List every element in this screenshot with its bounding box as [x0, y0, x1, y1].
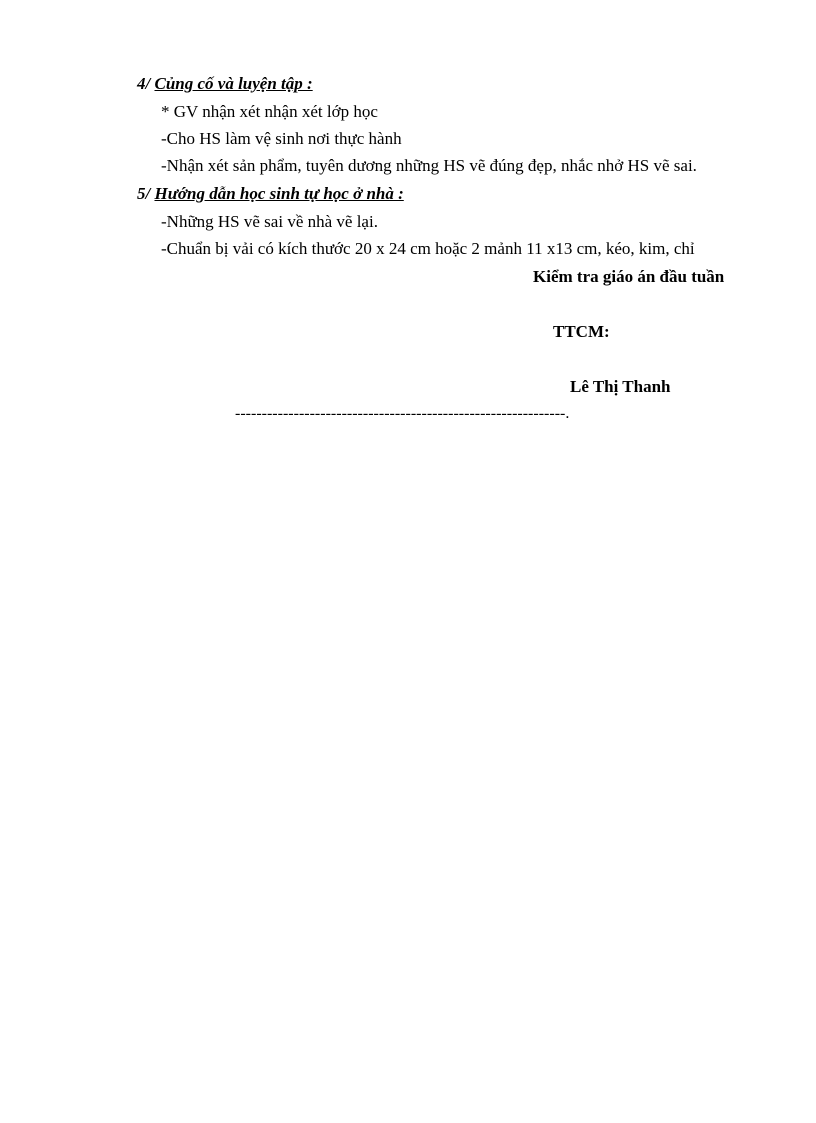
section-5-item-1: -Những HS vẽ sai về nhà vẽ lại. [161, 212, 378, 231]
signature-role: TTCM: [553, 322, 610, 341]
section-divider: --------------------------------------------------------------. [235, 405, 570, 422]
section-4-item-2: -Cho HS làm vệ sinh nơi thực hành [161, 129, 402, 148]
section-4-item-3: -Nhận xét sản phẩm, tuyên dương những HS vẽ đúng đẹp, nhắc nhở HS vẽ sai. [161, 156, 697, 175]
section-4-item-1: * GV nhận xét nhận xét lớp học [161, 102, 378, 121]
section-5-title: Hướng dẫn học sinh tự học ở nhà : [154, 184, 404, 203]
section-4-number: 4/ [137, 74, 151, 93]
check-lesson-plan-label: Kiểm tra giáo án đầu tuần [533, 267, 725, 286]
section-5-heading [137, 183, 404, 205]
section-5-item-2: -Chuẩn bị vải có kích thước 20 x 24 cm hoặc 2 mảnh 11 x13 cm, kéo, kim, chỉ [161, 239, 695, 258]
section-4-heading [137, 73, 313, 95]
signature-name: Lê Thị Thanh [570, 377, 671, 396]
section-4-title: Củng cố và luyện tập : [154, 74, 313, 93]
section-5-number: 5/ [137, 184, 151, 203]
